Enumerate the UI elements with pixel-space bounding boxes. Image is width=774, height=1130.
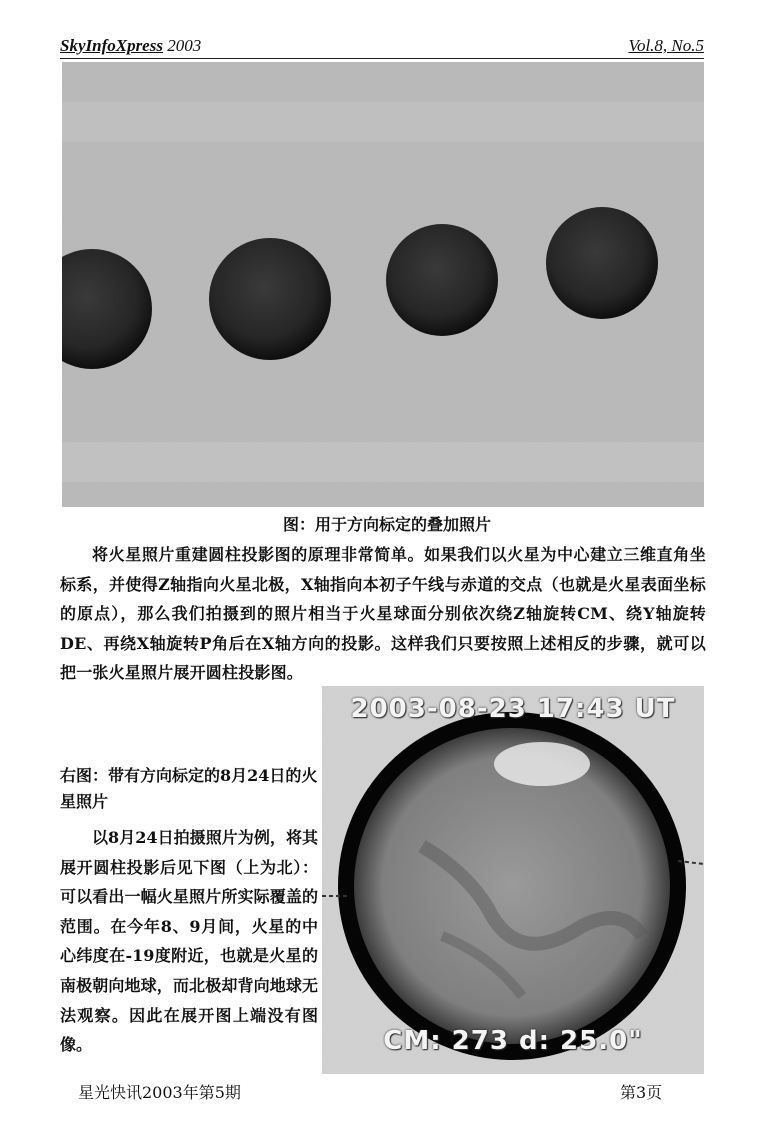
journal-title xyxy=(60,36,201,56)
figure-caption-top: 图：用于方向标定的叠加照片 xyxy=(282,515,491,534)
footer-issue: 星光快讯2003年第5期 xyxy=(78,1083,241,1102)
overlay-photo-mars-sequence xyxy=(62,62,704,507)
photo-timestamp-overlay: 2003-08-23 17:43 UT xyxy=(350,694,676,724)
mars-disc-3 xyxy=(386,224,498,336)
mars-photo-calibrated xyxy=(322,686,704,1074)
mars-disc-4 xyxy=(546,207,658,319)
journal-year: 2003 xyxy=(162,36,202,55)
mars-disc-2 xyxy=(209,238,331,360)
figure-caption-right: 右图：带有方向标定的8月24日的火星照片 xyxy=(60,766,318,811)
side-paragraph: 以8月24日拍摄照片为例，将其展开圆柱投影后见下图（上为北）：可以看出一幅火星照片所实际覆盖的范围。在今年8、9月间，火星的中心纬度在-19度附近，也就是火星的南极朝向地球，而北极却背向地球无法观察。因此在展开图上端没有图像。 xyxy=(60,828,318,1055)
volume-number: Vol.8, No.5 xyxy=(628,36,704,55)
photo-cm-overlay: CM: 273 d: 25.0" xyxy=(383,1026,643,1056)
page-header xyxy=(60,34,704,59)
footer-page-number: 第3页 xyxy=(620,1083,663,1102)
main-paragraph: 将火星照片重建圆柱投影图的原理非常简单。如果我们以火星为中心建立三维直角坐标系，并使得Z轴指向火星北极，X轴指向本初子午线与赤道的交点（也就是火星表面坐标的原点），那么我们拍摄到的照片相当于火星球面分别依次绕Z轴旋转CM、绕Y轴旋转DE、再绕X轴旋转P角后在X轴方向的投影。这样我们只要按照上述相反的步骤，就可以把一张火星照片展开圆柱投影图。 xyxy=(60,545,706,682)
journal-name: SkyInfoXpress xyxy=(60,36,163,55)
